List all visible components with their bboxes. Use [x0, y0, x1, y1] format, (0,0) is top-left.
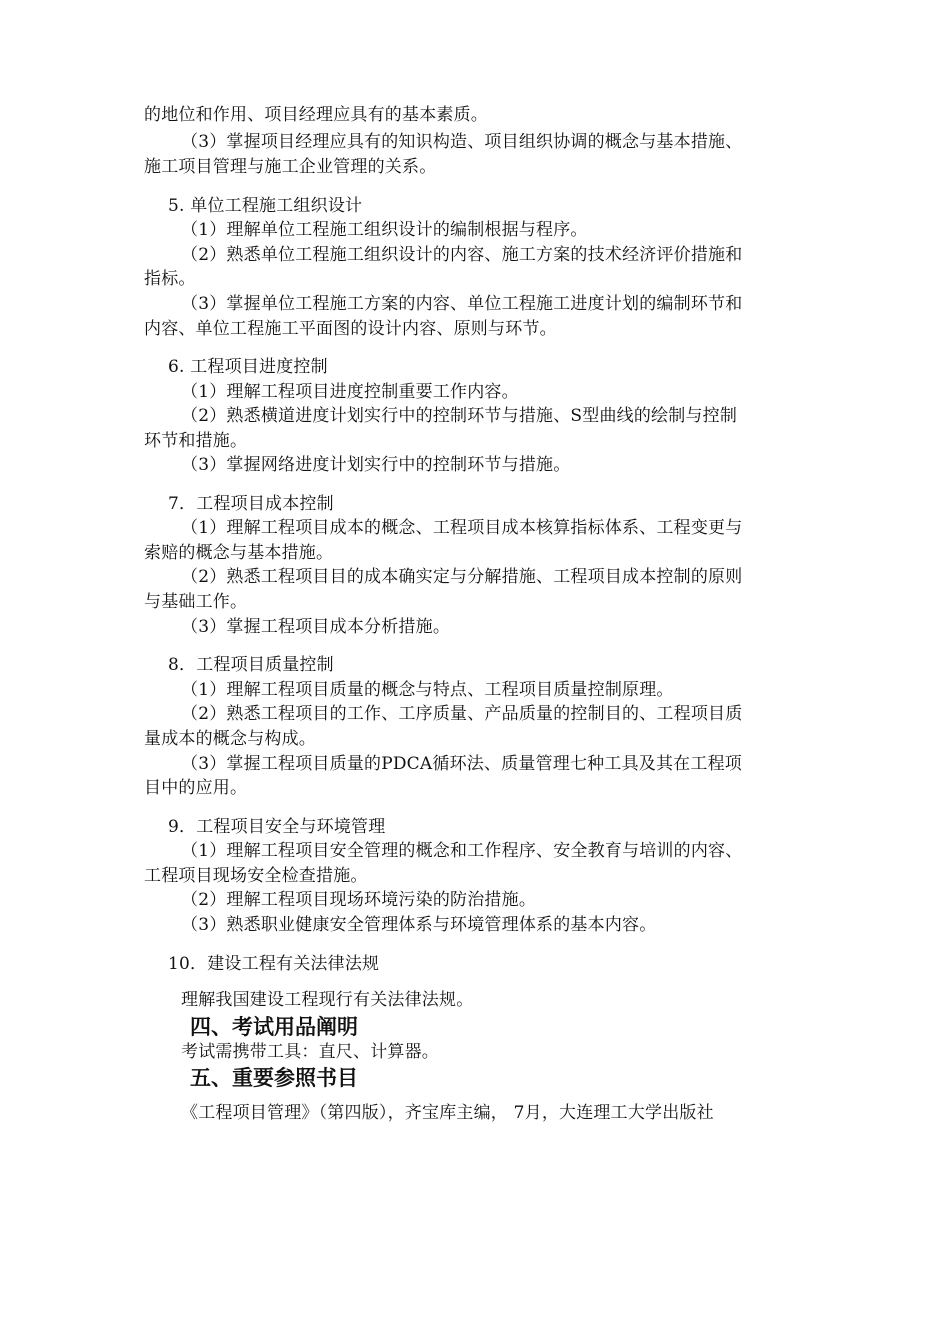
- paragraph-line: 与基础工作。: [144, 592, 248, 612]
- paragraph-line: 索赔的概念与基本措施。: [144, 543, 334, 563]
- section-heading-6: 6. 工程项目进度控制: [168, 357, 328, 377]
- paragraph-line: （2）熟悉工程项目目的成本确实定与分解措施、工程项目成本控制的原则: [181, 567, 743, 587]
- paragraph-line: （3）掌握工程项目成本分析措施。: [181, 617, 451, 637]
- section-heading-9: 9．工程项目安全与环境管理: [168, 817, 386, 837]
- paragraph-line: （1）理解工程项目质量的概念与特点、工程项目质量控制原理。: [181, 680, 674, 700]
- paragraph-line: （3）熟悉职业健康安全管理体系与环境管理体系的基本内容。: [181, 915, 657, 935]
- paragraph-line: （3）掌握网络进度计划实行中的控制环节与措施。: [181, 455, 571, 475]
- paragraph-line: 指标。: [144, 269, 196, 289]
- paragraph-line: 内容、单位工程施工平面图的设计内容、原则与环节。: [144, 319, 557, 339]
- paragraph-line: （2）熟悉单位工程施工组织设计的内容、施工方案的技术经济评价措施和: [181, 245, 743, 265]
- paragraph-line: （3）掌握项目经理应具有的知识构造、项目组织协调的概念与基本措施、: [181, 132, 743, 152]
- paragraph-line: 量成本的概念与构成。: [144, 729, 316, 749]
- paragraph-line: 工程项目现场安全检查措施。: [144, 866, 368, 886]
- paragraph-line: （1）理解单位工程施工组织设计的编制根据与程序。: [181, 220, 588, 240]
- section-heading-8: 8．工程项目质量控制: [168, 655, 334, 675]
- paragraph-line: （3）掌握单位工程施工方案的内容、单位工程施工进度计划的编制环节和: [181, 294, 743, 314]
- paragraph-line: 的地位和作用、项目经理应具有的基本素质。: [144, 105, 488, 125]
- reference-entry: 《工程项目管理》（第四版），齐宝库主编， 7月，大连理工大学出版社: [181, 1103, 714, 1123]
- paragraph-line: 考试需携带工具：直尺、计算器。: [181, 1042, 439, 1062]
- paragraph-line: （2）理解工程项目现场环境污染的防治措施。: [181, 890, 537, 910]
- paragraph-line: 施工项目管理与施工企业管理的关系。: [144, 157, 437, 177]
- paragraph-line: （1）理解工程项目安全管理的概念和工作程序、安全教育与培训的内容、: [181, 841, 743, 861]
- paragraph-line: 目中的应用。: [144, 778, 248, 798]
- section-heading-5: 5. 单位工程施工组织设计: [168, 196, 363, 216]
- paragraph-line: （3）掌握工程项目质量的PDCA循环法、质量管理七种工具及其在工程项: [181, 754, 742, 774]
- paragraph-line: （2）熟悉工程项目的工作、工序质量、产品质量的控制目的、工程项目质: [181, 704, 743, 724]
- paragraph-line: 理解我国建设工程现行有关法律法规。: [181, 990, 474, 1010]
- section-heading-exam-supplies: 四、考试用品阐明: [190, 1015, 358, 1039]
- section-heading-references: 五、重要参照书目: [190, 1066, 358, 1090]
- paragraph-line: （2）熟悉横道进度计划实行中的控制环节与措施、S型曲线的绘制与控制: [181, 406, 738, 426]
- section-heading-7: 7．工程项目成本控制: [168, 494, 334, 514]
- paragraph-line: 环节和措施。: [144, 431, 248, 451]
- paragraph-line: （1）理解工程项目进度控制重要工作内容。: [181, 382, 519, 402]
- section-heading-10: 10．建设工程有关法律法规: [168, 954, 380, 974]
- paragraph-line: （1）理解工程项目成本的概念、工程项目成本核算指标体系、工程变更与: [181, 518, 743, 538]
